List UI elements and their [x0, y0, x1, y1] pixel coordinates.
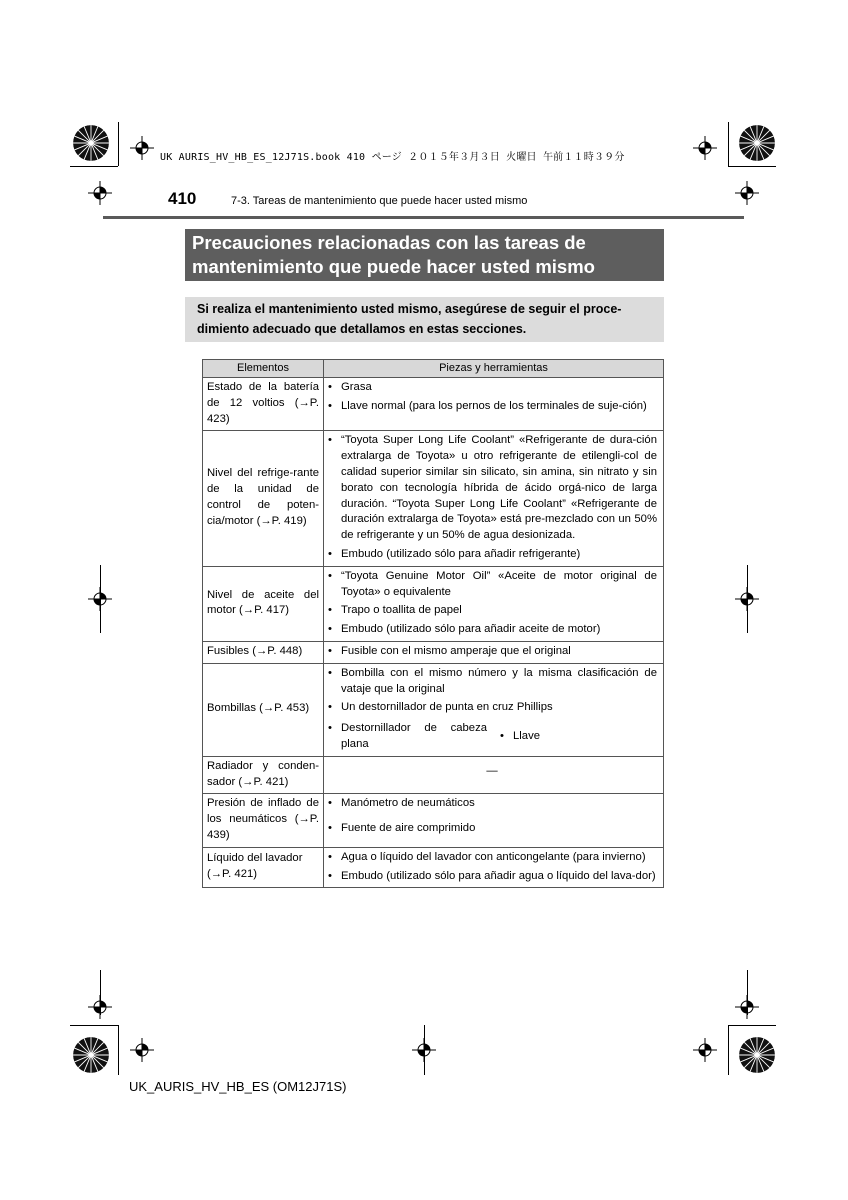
intro-line-1: Si realiza el mantenimiento usted mismo, asegúrese de seguir el proce- [197, 302, 622, 316]
crosshair-mark-bottom-left [130, 1038, 154, 1062]
crop-line [118, 122, 119, 166]
list-item: • Llave normal (para los pernos de los terminales de suje-ción) [327, 399, 657, 415]
list-item: • Un destornillador de punta en cruz Phillips [327, 700, 657, 716]
element-cell: Estado de la batería de 12 voltios (→P. 423) [203, 378, 324, 431]
crop-line [747, 970, 748, 1015]
crop-line [424, 1025, 425, 1075]
list-item: • Manómetro de neumáticos [327, 796, 657, 812]
crop-line [747, 565, 748, 633]
crop-line [728, 166, 776, 167]
items-cell [324, 641, 664, 663]
list-item: • Embudo (utilizado sólo para añadir aceite de motor) [327, 622, 657, 638]
table-row [203, 847, 664, 888]
items-cell [324, 378, 664, 431]
table-header-row [203, 360, 664, 378]
items-cell [324, 794, 664, 847]
maintenance-table [202, 359, 664, 888]
crosshair-mark-top-right [693, 136, 717, 160]
column-header-elementos: Elementos [203, 360, 324, 378]
table-row [203, 378, 664, 431]
crosshair-mark-upper-right [735, 181, 759, 205]
element-cell: Bombillas (→P. 453) [203, 663, 324, 756]
crop-line [118, 1025, 119, 1075]
section-header: 7-3. Tareas de mantenimiento que puede hacer usted mismo [231, 195, 528, 207]
element-cell: Líquido del lavador (→P. 421) [203, 847, 324, 888]
footer-code: UK_AURIS_HV_HB_ES (OM12J71S) [129, 1079, 347, 1094]
crosshair-mark-upper-left [88, 181, 112, 205]
intro-line-2: dimiento adecuado que detallamos en estas secciones. [197, 322, 527, 336]
items-cell [324, 756, 664, 794]
table-row [203, 431, 664, 566]
element-cell: Nivel de aceite del motor (→P. 417) [203, 566, 324, 641]
page-title [185, 229, 664, 281]
list-item: • Embudo (utilizado sólo para añadir agua o líquido del lava-dor) [327, 869, 657, 885]
crosshair-mark-bottom-right [693, 1038, 717, 1062]
list-item: • Fuente de aire comprimido [327, 821, 657, 837]
registration-sunburst-bottom-right [739, 1037, 775, 1073]
page-title-line-2: mantenimiento que puede hacer usted mismo [192, 256, 595, 277]
registration-sunburst-top-left [73, 125, 109, 161]
list-item: • Destornillador de cabeza plana [327, 721, 487, 753]
list-item: • Llave [499, 729, 540, 745]
header-rule [103, 216, 744, 219]
registration-sunburst-bottom-left [73, 1037, 109, 1073]
list-item: • “Toyota Genuine Motor Oil” «Aceite de motor original de Toyota» o equivalente [327, 569, 657, 601]
list-item: • Fusible con el mismo amperaje que el original [327, 644, 657, 660]
column-header-piezas: Piezas y herramientas [324, 360, 664, 378]
list-item: • Embudo (utilizado sólo para añadir refrigerante) [327, 547, 657, 563]
items-cell [324, 663, 664, 756]
empty-dash: — [486, 764, 498, 777]
element-cell: Presión de inflado de los neumáticos (→P. 439) [203, 794, 324, 847]
list-item: • Trapo o toallita de papel [327, 603, 657, 619]
crosshair-mark-top-left [130, 136, 154, 160]
print-info-line: UK AURIS_HV_HB_ES_12J71S.book 410 ページ ２０１５年３月３日 火曜日 午前１１時３９分 [160, 152, 625, 163]
crop-line [100, 565, 101, 633]
intro-callout [185, 297, 664, 342]
page-title-line-1: Precauciones relacionadas con las tareas de [192, 232, 586, 253]
list-item: • Grasa [327, 380, 657, 396]
list-item: • Agua o líquido del lavador con anticongelante (para invierno) [327, 850, 657, 866]
table-row [203, 566, 664, 641]
table-row [203, 756, 664, 794]
table-row [203, 794, 664, 847]
list-item: • Bombilla con el mismo número y la misma clasificación de vataje que la original [327, 666, 657, 698]
element-cell: Radiador y conden-sador (→P. 421) [203, 756, 324, 794]
table-row [203, 663, 664, 756]
crop-line [70, 166, 118, 167]
crop-line [728, 1025, 776, 1026]
registration-sunburst-top-right [739, 125, 775, 161]
crop-line [728, 122, 729, 166]
crop-line [70, 1025, 118, 1026]
list-item: • “Toyota Super Long Life Coolant” «Refrigerante de dura-ción extralarga de Toyota» u otro refrigerante de etilengli-col de calidad superior similar sin silicato, sin amina, sin nitrato y sin borato con tecnología híbrida de ácido orgá-nico de larga duración. “Toyota Super Long Life Coolant” «Refrigerante de duración extralarga de Toyota» está pre-mezclado con un 50% de refrigerante y un 50% de agua desionizada. [327, 433, 657, 544]
crop-line [728, 1025, 729, 1075]
page-number: 410 [168, 189, 197, 208]
items-cell [324, 847, 664, 888]
table-row [203, 641, 664, 663]
crop-line [100, 970, 101, 1015]
element-cell: Nivel del refrige-rante de la unidad de control de poten-cia/motor (→P. 419) [203, 431, 324, 566]
items-cell [324, 431, 664, 566]
element-cell: Fusibles (→P. 448) [203, 641, 324, 663]
items-cell [324, 566, 664, 641]
